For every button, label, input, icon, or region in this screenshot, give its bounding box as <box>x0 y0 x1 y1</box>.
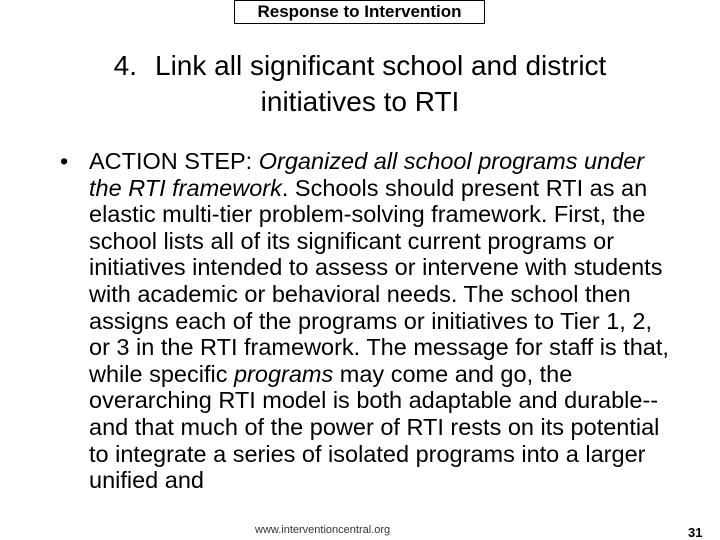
body-text-b: may come and go, the overarching RTI model is both adaptable and durable--and that much of the power of RTI rests on its potential to integrate a series of isolated programs into a larger unified and <box>89 360 660 494</box>
footer-url: www.interventioncentral.org <box>255 524 391 536</box>
title-line-1 <box>20 48 700 84</box>
programs-italic: programs <box>233 360 334 387</box>
slide-header <box>234 0 485 24</box>
title-number: 4. <box>113 50 137 81</box>
title-text-1: Link all significant school and district <box>155 50 607 81</box>
bullet-text <box>89 148 670 494</box>
slide-body <box>60 148 670 494</box>
action-italic: Organized all school programs under the RTI framework <box>89 148 645 201</box>
bullet-point: • <box>60 148 69 174</box>
slide-title <box>20 48 700 120</box>
header-title: Response to Intervention <box>257 2 462 21</box>
action-label: ACTION STEP: <box>89 148 259 174</box>
page-number: 31 <box>688 525 703 540</box>
body-text-a: . Schools should present RTI as an elastic multi-tier problem-solving framework. First, the school lists all of its significant current programs or initiatives intended to assess or intervene with students with academic or behavioral needs. The school then assigns each of the programs or initiatives to Tier 1, 2, or 3 in the RTI framework. The message for staff is that, while specific <box>89 174 669 387</box>
title-line-2: initiatives to RTI <box>260 86 460 117</box>
